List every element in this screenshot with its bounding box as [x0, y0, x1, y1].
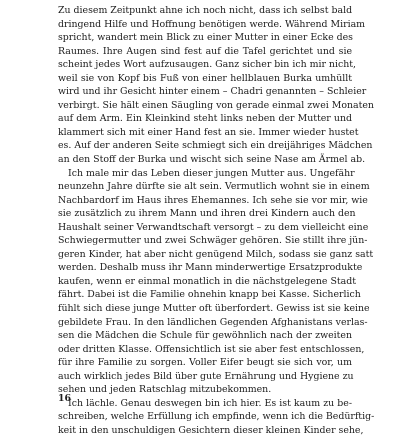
text-line: fühlt sich diese junge Mutter oft überfordert. Gewiss ist sie keine: [58, 303, 370, 315]
text-line: schreiben, welche Erfüllung ich empfinde, wenn ich die Bedürftig-: [58, 411, 375, 423]
text-line: dringend Hilfe und Hoffnung benötigen werde. Während Miriam: [58, 18, 366, 30]
text-line: neunzehn Jahre dürfte sie alt sein. Vermutlich wohnt sie in einem: [58, 181, 370, 193]
text-line: auch wirklich jedes Bild über gute Ernährung und Hygiene zu: [58, 370, 354, 382]
text-line: sie zusätzlich zu ihrem Mann und ihren drei Kindern auch den: [58, 208, 356, 220]
text-line: fährt. Dabei ist die Familie ohnehin knapp bei Kasse. Sicherlich: [58, 289, 361, 301]
text-line: Schwiegermutter und zwei Schwäger gehören. Sie stillt ihre jün-: [58, 235, 368, 247]
text-line: Ich lächle. Genau deswegen bin ich hier. Es ist kaum zu be-: [68, 397, 352, 409]
text-line: geren Kinder, hat aber nicht genügend Milch, sodass sie ganz satt: [58, 248, 374, 260]
text-line: oder dritten Klasse. Offensichtlich ist sie aber fest entschlossen,: [58, 343, 365, 355]
text-line: an den Stoff der Burka und wischt sich seine Nase am Ärmel ab.: [58, 154, 366, 166]
text-line: keit in den unschuldigen Gesichtern dieser kleinen Kinder sehe,: [58, 424, 364, 436]
text-line: sehen und jeden Ratschlag mitzubekommen.: [58, 384, 272, 396]
text-line: Haushalt seiner Verwandtschaft versorgt – zu dem vielleicht eine: [58, 221, 369, 233]
text-line: wird und ihr Gesicht hinter einem – Chadri genannten – Schleier: [58, 86, 367, 98]
text-line: Zu diesem Zeitpunkt ahne ich noch nicht, dass ich selbst bald: [58, 5, 353, 16]
text-line: verbirgt. Sie hält einen Säugling von gerade einmal zwei Monaten: [58, 99, 374, 111]
text-line: spricht, wandert mein Blick zu einer Mutter in einer Ecke des: [58, 32, 353, 44]
text-line: weil sie von Kopf bis Fuß von einer hellblauen Burka umhüllt: [58, 72, 352, 84]
text-line: scheint jedes Wort aufzusaugen. Ganz sicher bin ich mir nicht,: [58, 59, 357, 71]
text-line: es. Auf der anderen Seite schmiegt sich ein dreijähriges Mädchen: [58, 140, 373, 152]
text-line: kaufen, wenn er einmal monatlich in die nächstgelegene Stadt: [58, 275, 356, 287]
body-text: [58, 4, 375, 438]
text-line: sen die Mädchen die Schule für gewöhnlich nach der zweiten: [58, 330, 352, 342]
page-number: 16: [58, 393, 72, 404]
text-line: werden. Deshalb muss ihr Mann minderwertige Ersatzprodukte: [58, 262, 363, 274]
text-line: klammert sich mit einer Hand fest an sie. Immer wieder hustet: [58, 126, 359, 138]
text-line: Ich male mir das Leben dieser jungen Mutter aus. Ungefähr: [68, 167, 355, 179]
text-line: für ihre Familie zu sorgen. Voller Eifer beugt sie sich vor, um: [58, 357, 352, 369]
text-line: Nachbardorf im Haus ihres Ehemannes. Ich sehe sie vor mir, wie: [58, 194, 368, 206]
text-line: Raumes. Ihre Augen sind fest auf die Tafel gerichtet und sie: [58, 45, 352, 57]
text-line: auf dem Arm. Ein Kleinkind steht links neben der Mutter und: [58, 113, 352, 125]
text-line: gebildete Frau. In den ländlichen Gegenden Afghanistans verlas-: [58, 316, 368, 328]
